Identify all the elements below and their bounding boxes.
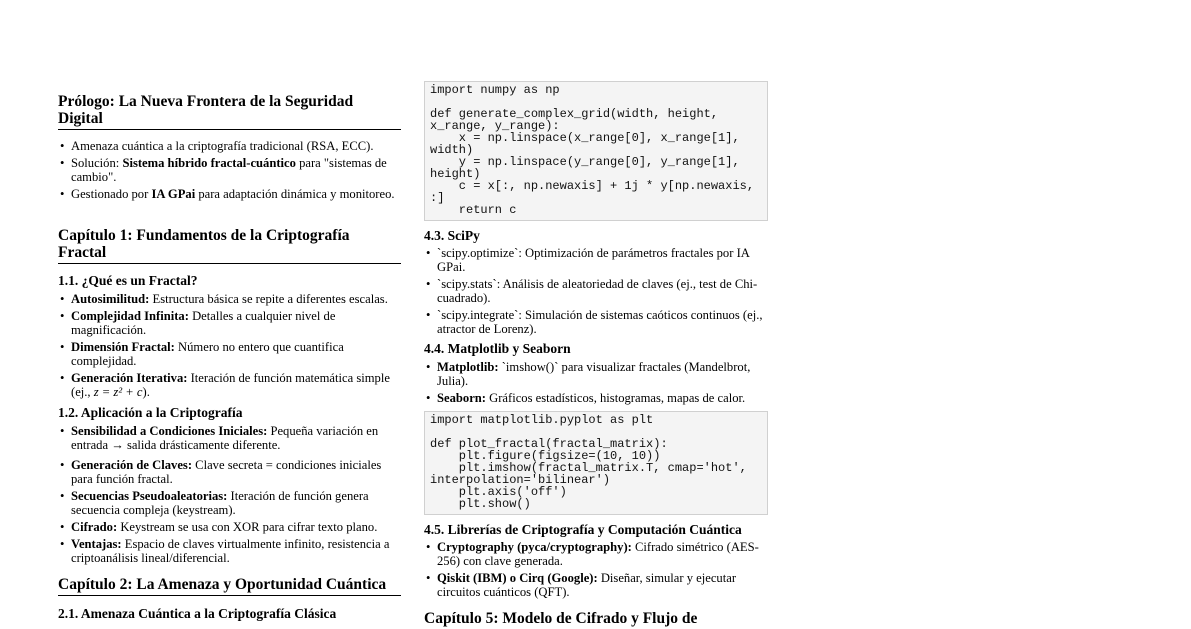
list-item [58, 139, 401, 153]
section-4-4-list [424, 360, 767, 408]
code-block-plot: import matplotlib.pyplot as plt def plot_fractal(fractal_matrix): plt.figure(figsize=(10, 10)) plt.imshow(fractal_matrix.T, cmap='hot', interpolation='bilinear') plt.axis('off') plt.show() [424, 411, 768, 515]
item-text: Detalles a cualquier nivel de magnificación. [71, 309, 336, 337]
item-text: Clave secreta = condiciones iniciales para función fractal. [71, 458, 382, 486]
list-item [58, 458, 401, 486]
list-item [424, 540, 767, 568]
section-4-3-heading: 4.3. SciPy [424, 228, 480, 243]
item-text: Iteración de función genera secuencia compleja (keystream). [71, 489, 369, 517]
item-bold: IA GPai [151, 187, 196, 201]
item-text: `scipy.stats`: Análisis de aleatoriedad de claves (ej., test de Chi-cuadrado). [437, 277, 758, 305]
list-item [424, 246, 767, 274]
item-bold: Generación Iterativa: [71, 371, 188, 385]
chapter5-heading: Capítulo 5: Modelo de Cifrado y Flujo de [424, 610, 698, 627]
list-item [58, 537, 401, 565]
item-text: `imshow()` para visualizar fractales (Mandelbrot, Julia). [437, 360, 751, 388]
list-item [424, 308, 767, 336]
list-item [58, 489, 401, 517]
section-1-2-heading: 1.2. Aplicación a la Criptografía [58, 405, 243, 420]
item-bold: Autosimilitud: [71, 292, 150, 306]
formula: z = z² + c [93, 385, 143, 399]
list-item [424, 391, 767, 405]
code-block-grid: import numpy as np def generate_complex_grid(width, height, x_range, y_range): x = np.linspace(x_range[0], x_range[1], width) y = np.linspace(y_range[0], y_range[1], height) c = x[:, np.newaxis] + 1j * y[np.newaxis, :] return c [424, 81, 768, 221]
chapter2-heading: Capítulo 2: La Amenaza y Oportunidad Cuántica [58, 576, 401, 596]
list-item [58, 292, 401, 306]
list-item [58, 187, 401, 201]
item-bold: Qiskit (IBM) o Cirq (Google): [437, 571, 598, 585]
list-item [424, 571, 767, 599]
item-bold: Complejidad Infinita: [71, 309, 189, 323]
section-1-1-list [58, 292, 401, 402]
section-2-1-heading: 2.1. Amenaza Cuántica a la Criptografía Clásica [58, 606, 337, 621]
item-bold: Cifrado: [71, 520, 118, 534]
section-4-5-list [424, 540, 767, 602]
item-text: Espacio de claves virtualmente infinito, resistencia a criptoanálisis lineal/diferencial. [71, 537, 390, 565]
list-item [58, 520, 401, 534]
item-pre: Gestionado por [71, 187, 152, 201]
item-text: Número no entero que cuantifica complejidad. [71, 340, 344, 368]
list-item [58, 156, 401, 184]
prologue-heading: Prólogo: La Nueva Frontera de la Seguridad Digital [58, 93, 401, 130]
item-text: Amenaza cuántica a la criptografía tradicional (RSA, ECC). [71, 139, 374, 153]
item-text: `scipy.optimize`: Optimización de parámetros fractales por IA GPai. [437, 246, 750, 274]
section-4-5-heading: 4.5. Librerías de Criptografía y Computación Cuántica [424, 522, 742, 537]
item-text: Pequeña variación en entrada → salida drásticamente diferente. [71, 424, 379, 452]
item-bold: Cryptography (pyca/cryptography): [437, 540, 632, 554]
item-bold: Secuencias Pseudoaleatorias: [71, 489, 228, 503]
item-bold: Seaborn: [437, 391, 486, 405]
item-bold: Generación de Claves: [71, 458, 193, 472]
list-item [424, 360, 767, 388]
prologue-list [58, 139, 401, 204]
list-item [58, 309, 401, 337]
item-text: Iteración de función matemática simple (ej., [71, 371, 390, 399]
item-bold: Sensibilidad a Condiciones Iniciales: [71, 424, 268, 438]
list-item [58, 424, 401, 452]
list-item [424, 277, 767, 305]
item-bold: Matplotlib: [437, 360, 499, 374]
item-text: para "sistemas de cambio". [71, 156, 387, 184]
section-1-2-list [58, 424, 401, 568]
list-item [58, 371, 401, 399]
item-bold: Ventajas: [71, 537, 122, 551]
item-bold: Dimensión Fractal: [71, 340, 175, 354]
chapter1-heading: Capítulo 1: Fundamentos de la Criptografía Fractal [58, 227, 401, 264]
item-text: para adaptación dinámica y monitoreo. [195, 187, 395, 201]
section-1-1-heading: 1.1. ¿Qué es un Fractal? [58, 273, 198, 288]
item-text: Estructura básica se repite a diferentes escalas. [149, 292, 388, 306]
section-4-4-heading: 4.4. Matplotlib y Seaborn [424, 341, 571, 356]
item-text: Gráficos estadísticos, histogramas, mapas de calor. [485, 391, 746, 405]
item-pre: Solución: [71, 156, 123, 170]
list-item [58, 340, 401, 368]
item-bold: Sistema híbrido fractal-cuántico [122, 156, 296, 170]
item-text: Cifrado simétrico (AES-256) con clave generada. [437, 540, 759, 568]
item-text: `scipy.integrate`: Simulación de sistemas caóticos continuos (ej., atractor de Lorenz). [437, 308, 763, 336]
section-4-3-list [424, 246, 767, 339]
item-post: ). [142, 385, 150, 399]
item-text: Diseñar, simular y ejecutar circuitos cuánticos (QFT). [437, 571, 737, 599]
item-text: Keystream se usa con XOR para cifrar texto plano. [117, 520, 378, 534]
